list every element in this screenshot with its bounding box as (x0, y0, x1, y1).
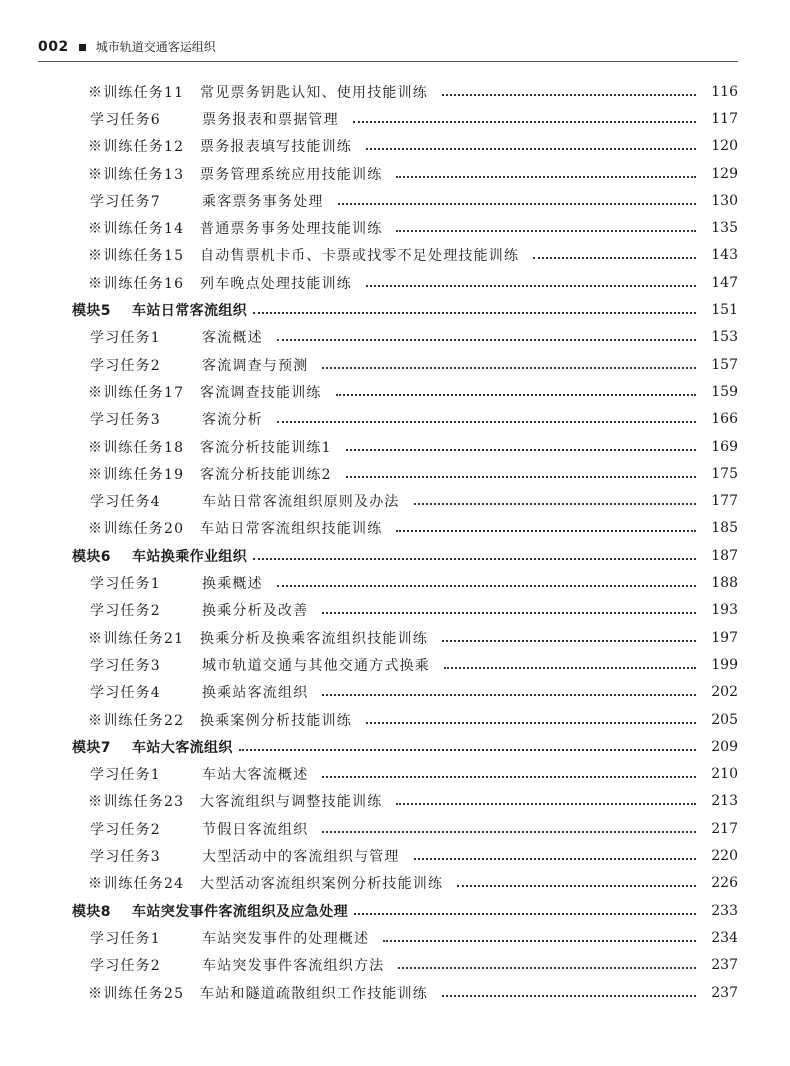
toc-entry-number: 模块7 (72, 739, 111, 756)
toc-training-entry[interactable] (0, 624, 790, 651)
toc-entry-label (0, 109, 339, 129)
toc-entry-label (0, 901, 348, 921)
toc-entry-number: ※训练任务11 (88, 84, 185, 101)
toc-entry-number: 模块6 (72, 548, 111, 565)
toc-entry-page: 166 (711, 411, 738, 428)
toc-entry-title: 普通票务事务处理技能训练 (200, 221, 383, 238)
toc-study-entry[interactable] (0, 351, 790, 378)
toc-entry-page: 117 (711, 110, 738, 127)
dot-leader (253, 312, 696, 314)
toc-entry-number: 学习任务7 (90, 193, 161, 210)
toc-entry-number: ※训练任务22 (88, 712, 185, 729)
dot-leader (366, 148, 696, 150)
toc-entry-label (0, 791, 382, 811)
toc-study-entry[interactable] (0, 815, 790, 842)
toc-entry-page: 193 (711, 602, 738, 619)
toc-entry-title: 列车晚点处理技能训练 (200, 275, 352, 292)
toc-entry-label (0, 245, 519, 265)
toc-training-entry[interactable] (0, 870, 790, 897)
toc-entry-number: 学习任务2 (90, 958, 161, 975)
toc-entry-number: ※训练任务18 (88, 439, 185, 456)
toc-entry-label (0, 382, 322, 402)
toc-entry-label (0, 628, 428, 648)
toc-entry-number: ※训练任务13 (88, 166, 185, 183)
toc-entry-label (0, 136, 352, 156)
toc-entry-number: 模块5 (72, 303, 111, 320)
toc-entry-number: 学习任务1 (90, 930, 161, 947)
toc-entry-title: 换乘站客流组织 (202, 685, 309, 702)
toc-entry-title: 乘客票务事务处理 (202, 193, 324, 210)
toc-entry-number: 学习任务2 (90, 821, 161, 838)
toc-entry-label (0, 327, 263, 347)
toc-entry-label (0, 464, 332, 484)
toc-entry-page: 220 (711, 848, 738, 865)
toc-entry-label (0, 928, 369, 948)
toc-entry-page: 130 (711, 192, 738, 209)
toc-entry-page: 175 (711, 465, 738, 482)
toc-entry-title: 换乘分析及换乘客流组织技能训练 (200, 630, 428, 647)
toc-entry-page: 202 (711, 684, 738, 701)
toc-entry-label (0, 218, 382, 238)
toc-entry-title: 车站和隧道疏散组织工作技能训练 (200, 985, 428, 1002)
toc-entry-label (0, 546, 247, 566)
toc-entry-title: 换乘分析及改善 (202, 603, 309, 620)
dot-leader (457, 885, 696, 887)
toc-entry-number: 学习任务1 (90, 767, 161, 784)
toc-entry-page: 209 (711, 738, 738, 755)
toc-entry-title: 常见票务钥匙认知、使用技能训练 (200, 84, 428, 101)
toc-entry-number: ※训练任务15 (88, 248, 185, 265)
toc-module-entry[interactable] (0, 897, 790, 924)
toc-entry-title: 客流分析技能训练1 (200, 439, 332, 456)
toc-entry-number: ※训练任务20 (88, 521, 185, 538)
toc-training-entry[interactable] (0, 460, 790, 487)
toc-entry-title: 大型活动客流组织案例分析技能训练 (200, 876, 444, 893)
toc-entry-title: 车站突发事件的处理概述 (202, 930, 370, 947)
toc-entry-number: ※训练任务17 (88, 384, 185, 401)
toc-entry-title: 节假日客流组织 (202, 821, 309, 838)
toc-entry-number: 学习任务6 (90, 111, 161, 128)
toc-entry-title: 车站大客流概述 (202, 767, 309, 784)
toc-entry-page: 217 (711, 820, 738, 837)
toc-training-entry[interactable] (0, 269, 790, 296)
toc-entry-page: 129 (711, 165, 738, 182)
toc-entry-page: 120 (711, 138, 738, 155)
dot-leader (322, 694, 696, 696)
toc-entry-page: 234 (711, 929, 738, 946)
toc-entry-label (0, 491, 400, 511)
toc-study-entry[interactable] (0, 488, 790, 515)
dot-leader (396, 176, 696, 178)
toc-training-entry[interactable] (0, 515, 790, 542)
toc-entry-label (0, 82, 428, 102)
toc-entry-label (0, 600, 308, 620)
toc-entry-number: ※训练任务12 (88, 139, 185, 156)
dot-leader (277, 339, 696, 341)
toc-entry-page: 187 (711, 547, 738, 564)
dot-leader (338, 203, 696, 205)
dot-leader (414, 858, 696, 860)
toc-entry-label (0, 737, 233, 757)
dot-leader (533, 257, 696, 259)
dot-leader (277, 421, 696, 423)
dot-leader (398, 967, 696, 969)
toc-training-entry[interactable] (0, 706, 790, 733)
dot-leader (383, 940, 696, 942)
toc-entry-label (0, 409, 263, 429)
dot-leader (322, 831, 696, 833)
toc-entry-title: 车站换乘作业组织 (132, 548, 248, 565)
toc-entry-page: 237 (711, 984, 738, 1001)
dot-leader (396, 530, 696, 532)
toc-entry-number: 学习任务4 (90, 685, 161, 702)
toc-entry-title: 大客流组织与调整技能训练 (200, 794, 383, 811)
dot-leader (239, 749, 696, 751)
toc-study-entry[interactable] (0, 105, 790, 132)
dot-leader (322, 612, 696, 614)
toc-entry-title: 票务报表填写技能训练 (200, 139, 352, 156)
toc-entry-page: 143 (711, 247, 738, 264)
toc-entry-label (0, 873, 443, 893)
toc-entry-number: 学习任务3 (90, 412, 161, 429)
toc-study-entry[interactable] (0, 406, 790, 433)
toc-entry-label (0, 846, 400, 866)
dot-leader (442, 94, 696, 96)
toc-entry-number: 学习任务2 (90, 357, 161, 374)
toc-entry-number: ※训练任务21 (88, 630, 185, 647)
dot-leader (442, 995, 696, 997)
toc-study-entry[interactable] (0, 324, 790, 351)
toc-entry-number: 模块8 (72, 903, 111, 920)
toc-entry-title: 车站突发事件客流组织方法 (202, 958, 385, 975)
toc-training-entry[interactable] (0, 78, 790, 105)
toc-entry-title: 车站大客流组织 (132, 739, 233, 756)
toc-entry-page: 135 (711, 220, 738, 237)
toc-module-entry[interactable] (0, 296, 790, 323)
dot-leader (346, 476, 696, 478)
toc-entry-number: 学习任务3 (90, 849, 161, 866)
dot-leader (253, 558, 696, 560)
toc-entry-title: 自动售票机卡币、卡票或找零不足处理技能训练 (200, 248, 520, 265)
toc-entry-title: 车站日常客流组织原则及办法 (202, 494, 400, 511)
toc-entry-label (0, 764, 308, 784)
toc-entry-label (0, 655, 430, 675)
toc-entry-title: 客流调查技能训练 (200, 384, 322, 401)
toc-entry-label (0, 819, 308, 839)
toc-entry-number: 学习任务4 (90, 494, 161, 511)
toc-entry-number: ※训练任务14 (88, 221, 185, 238)
toc-entry-page: 147 (711, 274, 738, 291)
page-number: 002 (38, 39, 69, 55)
toc-entry-label (0, 164, 382, 184)
toc-training-entry[interactable] (0, 160, 790, 187)
dot-leader (322, 367, 696, 369)
toc-module-entry[interactable] (0, 733, 790, 760)
toc-entry-title: 客流概述 (202, 330, 263, 347)
toc-entry-number: 学习任务2 (90, 603, 161, 620)
toc-study-entry[interactable] (0, 569, 790, 596)
toc-training-entry[interactable] (0, 215, 790, 242)
toc-entry-label (0, 355, 308, 375)
toc-entry-number: ※训练任务25 (88, 985, 185, 1002)
toc-entry-page: 199 (711, 656, 738, 673)
toc-entry-label (0, 573, 263, 593)
toc-entry-page: 151 (711, 302, 738, 319)
dot-leader (336, 394, 696, 396)
toc-entry-title: 城市轨道交通与其他交通方式换乘 (202, 657, 430, 674)
toc-entry-label (0, 191, 324, 211)
toc-entry-title: 换乘案例分析技能训练 (200, 712, 352, 729)
toc-entry-number: ※训练任务24 (88, 876, 185, 893)
toc-entry-number: ※训练任务16 (88, 275, 185, 292)
toc-study-entry[interactable] (0, 952, 790, 979)
toc-entry-title: 票务管理系统应用技能训练 (200, 166, 383, 183)
toc-training-entry[interactable] (0, 788, 790, 815)
toc-entry-label (0, 518, 382, 538)
dot-leader (322, 776, 696, 778)
toc-entry-label (0, 955, 384, 975)
toc-entry-label (0, 710, 352, 730)
toc-entry-label (0, 983, 428, 1003)
dot-leader (366, 285, 696, 287)
toc-entry-title: 换乘概述 (202, 576, 263, 593)
toc-entry-number: ※训练任务19 (88, 466, 185, 483)
book-title: 城市轨道交通客运组织 (95, 40, 216, 54)
toc-training-entry[interactable] (0, 378, 790, 405)
toc-entry-page: 233 (711, 902, 738, 919)
toc-entry-title: 大型活动中的客流组织与管理 (202, 849, 400, 866)
toc-study-entry[interactable] (0, 651, 790, 678)
toc-entry-page: 197 (711, 629, 738, 646)
toc-entry-page: 159 (711, 383, 738, 400)
toc-module-entry[interactable] (0, 542, 790, 569)
toc-entry-label (0, 437, 332, 457)
toc-entry-page: 177 (711, 493, 738, 510)
toc-study-entry[interactable] (0, 761, 790, 788)
toc-entry-page: 188 (711, 575, 738, 592)
toc-entry-title: 车站日常客流组织 (132, 303, 248, 320)
toc-study-entry[interactable] (0, 597, 790, 624)
toc-entry-title: 票务报表和票据管理 (202, 111, 339, 128)
dot-leader (396, 230, 696, 232)
toc-entry-title: 车站日常客流组织技能训练 (200, 521, 383, 538)
dot-leader (353, 121, 696, 123)
toc-entry-page: 185 (711, 520, 738, 537)
toc-entry-title: 客流调查与预测 (202, 357, 309, 374)
toc-entry-label (0, 300, 247, 320)
toc-entry-page: 213 (711, 793, 738, 810)
toc-entry-page: 169 (711, 438, 738, 455)
toc-training-entry[interactable] (0, 979, 790, 1006)
toc-training-entry[interactable] (0, 242, 790, 269)
toc-training-entry[interactable] (0, 133, 790, 160)
dot-leader (277, 585, 696, 587)
toc-entry-title: 车站突发事件客流组织及应急处理 (132, 903, 348, 920)
toc-entry-number: ※训练任务23 (88, 794, 185, 811)
dot-leader (354, 913, 696, 915)
dot-leader (346, 449, 696, 451)
toc-entry-page: 237 (711, 957, 738, 974)
toc-entry-page: 157 (711, 356, 738, 373)
toc-entry-number: 学习任务1 (90, 330, 161, 347)
dot-leader (442, 640, 696, 642)
dot-leader (396, 803, 696, 805)
toc-entry-page: 116 (711, 83, 738, 100)
toc-entry-title: 客流分析技能训练2 (200, 466, 332, 483)
toc-entry-page: 205 (711, 711, 738, 728)
toc-entry-number: 学习任务1 (90, 576, 161, 593)
toc-entry-title: 客流分析 (202, 412, 263, 429)
toc-study-entry[interactable] (0, 924, 790, 951)
toc-study-entry[interactable] (0, 842, 790, 869)
toc-entry-page: 226 (711, 875, 738, 892)
toc-study-entry[interactable] (0, 187, 790, 214)
toc-entry-number: 学习任务3 (90, 657, 161, 674)
toc-entry-label (0, 273, 352, 293)
page-header (38, 32, 738, 62)
square-bullet-icon (79, 44, 86, 51)
toc-entry-page: 153 (711, 329, 738, 346)
dot-leader (414, 503, 696, 505)
dot-leader (366, 722, 696, 724)
toc-training-entry[interactable] (0, 433, 790, 460)
toc-entry-page: 210 (711, 766, 738, 783)
toc-study-entry[interactable] (0, 679, 790, 706)
toc-entry-label (0, 682, 308, 702)
dot-leader (444, 667, 696, 669)
